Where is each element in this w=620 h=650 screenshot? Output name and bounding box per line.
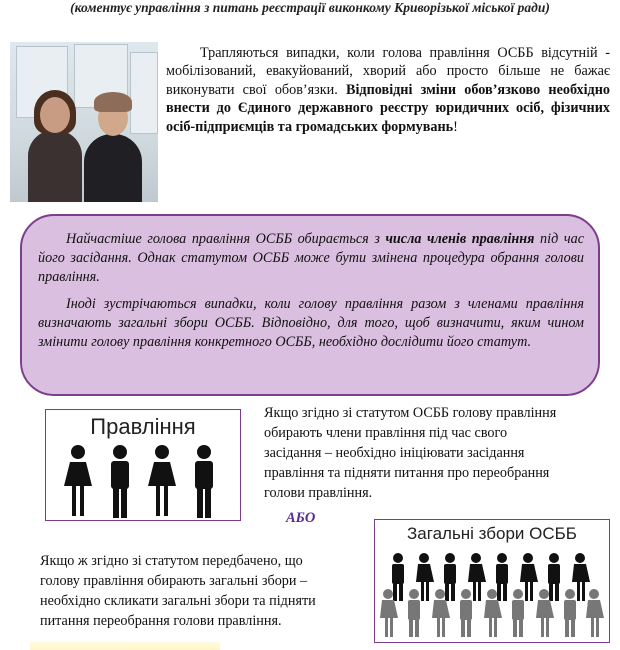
separator-label: АБО bbox=[286, 510, 316, 526]
board-title: Правління bbox=[90, 414, 196, 439]
highlight-strip bbox=[30, 642, 220, 650]
assembly-title: Загальні збори ОСББ bbox=[407, 524, 577, 543]
assembly-paragraph: Якщо ж згідно зі статутом передбачено, що голову правління обирають загальні збори – необхідно скликати загальні збори та підняти питання переобрання голови правління. bbox=[40, 553, 316, 629]
photo-two-women bbox=[10, 42, 158, 202]
intro-bold-text: Відповідні зміни обов’язково необхідно внести до Єдиного державного реєстру юридичних осіб, фізичних осіб-підприємців та громадських формувань bbox=[166, 81, 610, 135]
board-image bbox=[45, 409, 241, 521]
assembly-people-icon bbox=[375, 548, 609, 642]
document-caption: (коментує управління з питань реєстрації виконкому Криворізької міської ради) bbox=[70, 0, 550, 15]
callout-text bbox=[38, 230, 584, 352]
callout-paragraph-1: Найчастіше голова правління ОСББ обирається з числа членів правління під час його засідання. Однак статутом ОСББ може бути змінена процедура обрання голови правління. bbox=[38, 231, 584, 285]
callout-bold: числа членів правління bbox=[385, 231, 535, 247]
intro-text: Трапляються випадки, коли голова правління ОСББ відсутній - мобілізований, евакуйований, хворий або просто більше не бажає виконувати свої обов’язки. bbox=[166, 45, 610, 98]
assembly-image bbox=[374, 519, 610, 643]
poster bbox=[130, 52, 158, 134]
person-a bbox=[28, 130, 82, 202]
callout-paragraph-2: Іноді зустрічаються випадки, коли голову правління разом з членами правління визначають загальні збори ОСББ. Відповідно, для того, щоб визначити, яким чином змінити голову правління конкретного ОСББ, необхідно дослідити його статут. bbox=[38, 296, 584, 350]
board-people-icon bbox=[46, 444, 240, 520]
intro-paragraph: Трапляються випадки, коли голова правління ОСББ відсутній - мобілізований, евакуйований, хворий або просто більше не бажає виконувати свої обов’язки. Відповідні зміни обов’язково необхідно внести до Єдиного державного реєстру юридичних осіб, фізичних осіб-підприємців та громадських формувань! bbox=[166, 45, 610, 135]
person-b bbox=[84, 134, 142, 202]
board-paragraph: Якщо згідно зі статутом ОСББ голову правління обирають члени правління під час свого засідання – необхідно ініціювати засідання правління та підняти питання про переобрання голови правління. bbox=[264, 405, 557, 501]
